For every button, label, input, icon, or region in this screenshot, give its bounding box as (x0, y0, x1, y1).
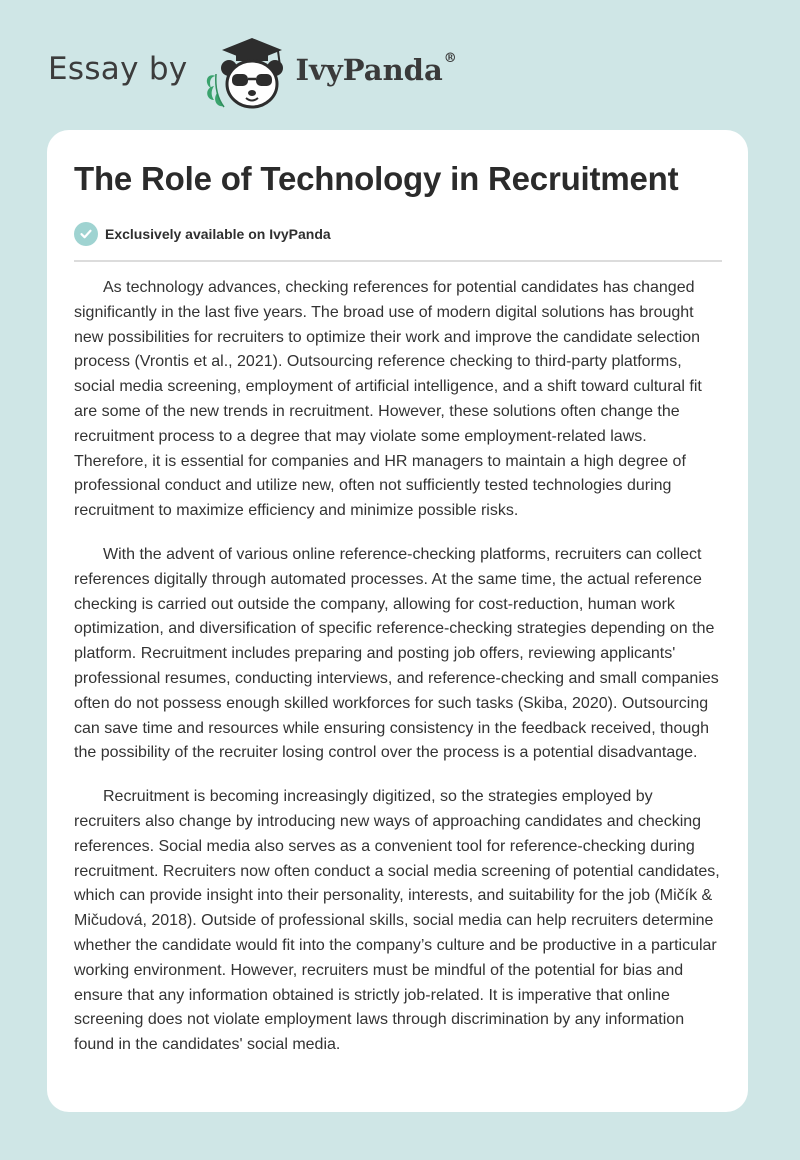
essay-by-label: Essay by (48, 51, 188, 87)
essay-paragraph: With the advent of various online reference-checking platforms, recruiters can collect references digitally through automated processes. At the same time, the actual reference checking is carried out outside the company, allowing for cost-reduction, human work optimization, and diversification of specific reference-checking strategies depending on the platform. Recruitment includes preparing and posting job offers, reviewing applicants' professional resumes, conducting interviews, and reference-checking and small companies often do not possess enough skilled workforces for such tasks (Skiba, 2020). Outsourcing can save time and resources while ensuring consistency in the feedback received, though the possibility of the recruiter losing control over the process is a potential disadvantage. (74, 545, 719, 762)
panda-logo-icon[interactable] (202, 32, 290, 112)
check-circle-icon (74, 222, 98, 246)
essay-title: The Role of Technology in Recruitment (74, 160, 679, 197)
exclusive-badge (74, 222, 331, 246)
essay-paragraph: Recruitment is becoming increasingly digitized, so the strategies employed by recruiters also change by introducing new ways of approaching candidates and checking references. Social media also serves as a convenient tool for reference-checking during recruitment. Recruiters now often conduct a social media screening of potential candidates, which can provide insight into their personality, interests, and suitability for the job (Mičík & Mičudová, 2018). Outside of professional skills, social media can help recruiters determine whether the candidate would fit into the company’s culture and be productive in a particular working environment. However, recruiters must be mindful of the potential for bias and ensure that any information obtained is strictly job-related. It is imperative that online screening does not violate employment laws through discrimination by any information found in the candidates' social media. (74, 788, 720, 1054)
registered-mark: ® (443, 51, 457, 66)
exclusive-badge-label: Exclusively available on IvyPanda (105, 226, 331, 242)
brand-name[interactable]: IvyPanda® (295, 51, 457, 87)
site-header (48, 32, 457, 112)
divider (74, 260, 722, 262)
essay-body (74, 276, 722, 1077)
essay-paragraph: As technology advances, checking references for potential candidates has changed significantly in the last five years. The broad use of modern digital solutions has brought new possibilities for recruiters to optimize their work and improve the candidate selection process (Vrontis et al., 2021). Outsourcing reference checking to third-party platforms, social media screening, employment of artificial intelligence, and a shift toward cultural fit are some of the new trends in recruitment. However, these solutions often change the recruitment process to a degree that may violate some employment-related laws. Therefore, it is essential for companies and HR managers to maintain a high degree of professional conduct and utilize new, often not sufficiently tested technologies during recruitment to maximize efficiency and minimize possible risks. (74, 279, 702, 520)
ivy-leaf-icon (206, 74, 223, 107)
essay-card (47, 130, 748, 1112)
